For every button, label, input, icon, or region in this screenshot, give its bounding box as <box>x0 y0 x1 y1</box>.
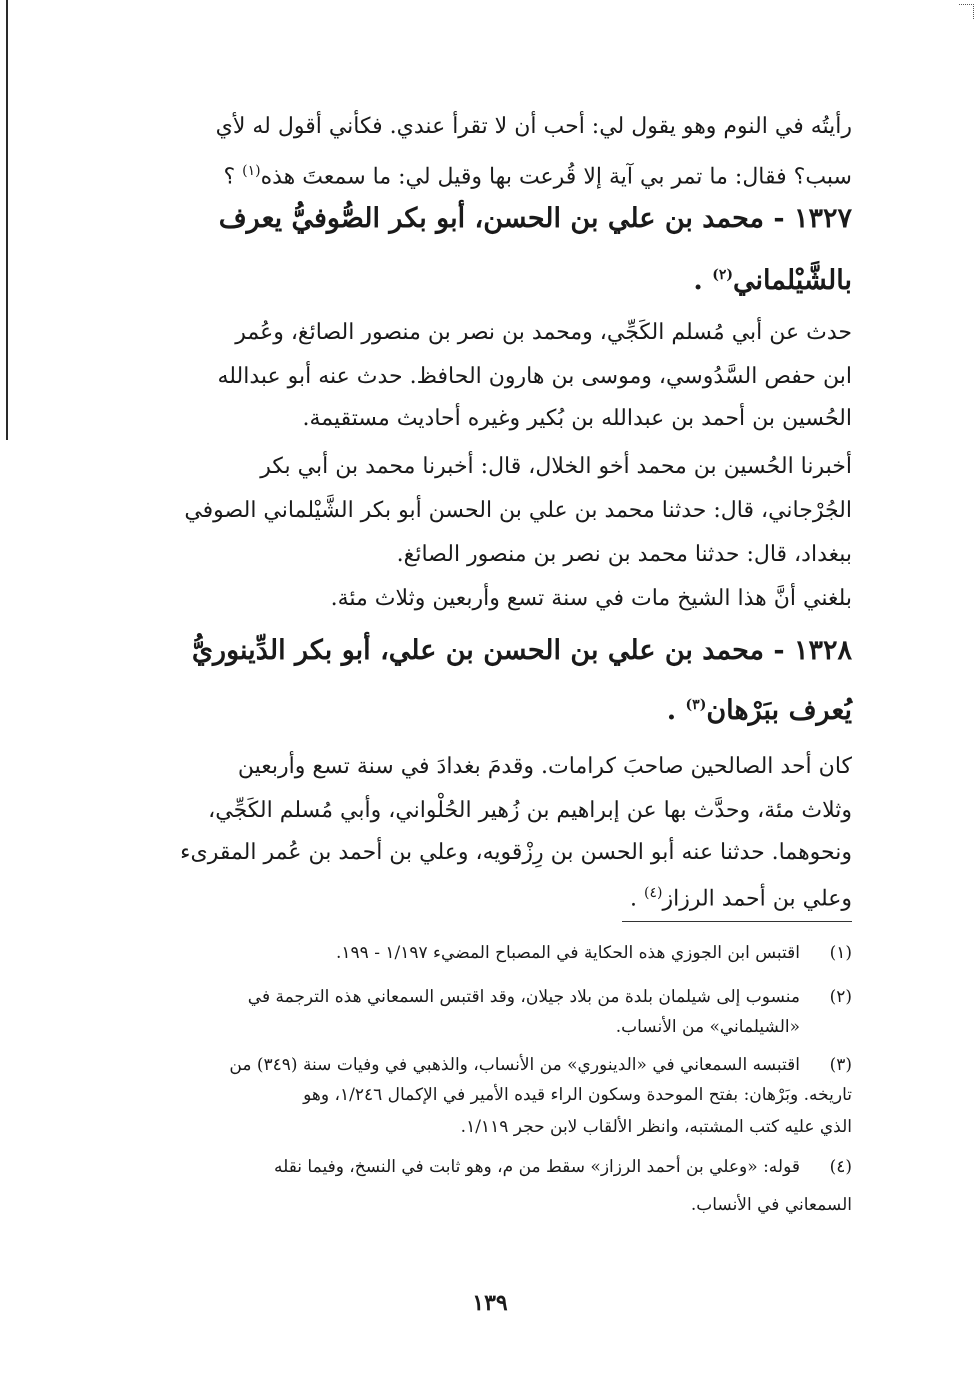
entry-1328-heading-end: . <box>666 695 686 726</box>
footnote-ref-1: (١) <box>242 163 261 179</box>
intro-line-2-text: سبب؟ فقال: ما تمر بي آية إلا قُرعت بها وقيل لي: ما سمعتَ هذه <box>260 164 852 190</box>
footnote-4-line-1: قوله: «وعلي بن أحمد الرزاز» سقط من م، وهو ثابت في النسخ، وفيما نقله <box>273 1157 800 1177</box>
entry-1328-p1-line-1: كان أحد الصالحين صاحبَ كرامات. وقدمَ بغدادَ في سنة تسع وأربعين <box>237 754 852 779</box>
entry-1327-p1-line-1: حدث عن أبي مُسلم الكَجِّي، ومحمد بن نصر بن منصور الصائغ، وعُمر <box>235 320 852 345</box>
entry-1328-p1-line-4-text: وعلي بن أحمد الرزاز <box>662 886 852 912</box>
entry-1327-heading-line-2 <box>130 256 852 300</box>
footnote-1 <box>130 940 852 966</box>
intro-line-2-end: ؟ <box>223 164 243 190</box>
page-number: ١٣٩ <box>472 1290 508 1316</box>
entry-1328-heading-line-2 <box>130 686 852 730</box>
entry-1327-heading-line-1: ١٣٢٧ - محمد بن علي بن الحسن، أبو بكر الصُّوفيُّ يعرف <box>218 203 852 234</box>
footnote-4-line-2: السمعاني في الأنساب. <box>690 1195 852 1215</box>
footnote-3-line-3: الذي عليه كتب المشتبه، وانظر الألقاب لابن حجر ١/١١٩. <box>460 1117 852 1137</box>
entry-1328-p1-line-2: وثلاث مئة، وحدَّث بها عن إبراهيم بن زُهير الحُلْواني، وأبي مُسلم الكَجِّي، <box>208 798 852 823</box>
footnote-ref-2: (٢) <box>712 267 733 283</box>
footnote-1-line-1: اقتبس ابن الجوزي هذه الحكاية في المصباح المضيء ١/١٩٧ - ١٩٩. <box>336 943 800 963</box>
footnote-4-number: (٤) <box>829 1157 852 1177</box>
intro-line-2 <box>130 156 852 192</box>
footnote-2-number: (٢) <box>829 987 852 1007</box>
footnote-3-line-1: اقتبسه السمعاني في «الدينوري» من الأنساب، والذهبي في وفيات سنة (٣٤٩) من <box>229 1055 800 1075</box>
entry-1327-p2-line-1: أخبرنا الحُسين بن محمد أخو الخلال، قال: أخبرنا محمد بن أبي بكر <box>260 454 852 479</box>
entry-1327-p1-line-2: ابن حفص السَّدُوسي، وموسى بن هارون الحافظ. حدث عنه أبو عبدالله <box>217 364 852 389</box>
entry-1327-heading-end: . <box>693 265 713 296</box>
entry-1327-p2-line-2: الجُرْجاني، قال: حدثنا محمد بن علي بن الحسن أبو بكر الشَّيْلماني الصوفي <box>184 498 852 523</box>
entry-1328-p1-line-4 <box>130 878 852 914</box>
scan-edge-line <box>6 0 8 440</box>
footnote-3-number: (٣) <box>829 1055 852 1075</box>
footnote-ref-4: (٤) <box>644 885 663 901</box>
entry-1328-p1-line-3: ونحوهما. حدثنا عنه أبو الحسن بن رِزْقويه، وعلي بن أحمد بن عُمر المقرىء <box>180 840 852 865</box>
scan-corner-mark <box>959 4 974 19</box>
footnote-ref-3: (٣) <box>685 697 707 713</box>
footnote-3-line-2: تاريخه. وبَرْهان: بفتح الموحدة وسكون الراء قيده الأمير في الإكمال ١/٢٤٦، وهو <box>303 1085 852 1105</box>
entry-1327-p2-line-3: ببغداد، قال: حدثنا محمد بن نصر بن منصور الصائغ. <box>396 542 852 567</box>
footnote-2-line-2: «الشيلماني» من الأنساب. <box>615 1017 800 1037</box>
entry-1328-heading-line-1: ١٣٢٨ - محمد بن علي بن الحسن بن علي، أبو بكر الدِّينوريُّ <box>191 635 852 666</box>
entry-1327-heading-name: بالشَّيْلماني <box>733 265 852 296</box>
footnote-4 <box>130 1154 852 1180</box>
entry-1327-p3-line-1: بلغني أنَّ هذا الشيخ مات في سنة تسع وأربعين وثلاث مئة. <box>330 586 852 611</box>
footnote-2-line-1: منسوب إلى شيلمان بلدة من بلاد جيلان، وقد اقتبس السمعاني هذه الترجمة في <box>247 987 800 1007</box>
footnote-1-number: (١) <box>829 943 852 963</box>
entry-1328-heading-name: يُعرف ببَرْهان <box>706 695 852 726</box>
entry-1328-p1-line-4-end: . <box>630 886 645 912</box>
intro-line-1: رأيتُه في النوم وهو يقول لي: أحب أن لا تقرأ عندي. فكأني أقول له لأي <box>215 114 852 139</box>
entry-1327-p1-line-3: الحُسين بن أحمد بن عبدالله بن بُكير وغيره أحاديث مستقيمة. <box>302 406 852 431</box>
footnote-2 <box>130 984 852 1010</box>
footnote-3 <box>130 1052 852 1078</box>
footnote-separator <box>622 921 852 922</box>
